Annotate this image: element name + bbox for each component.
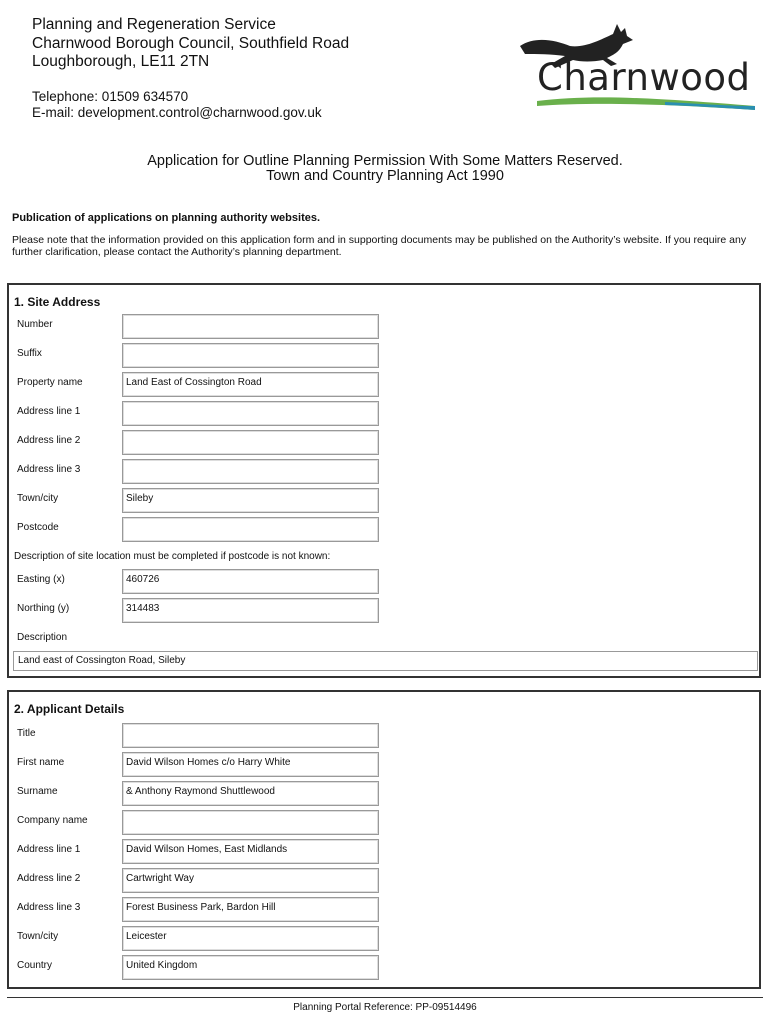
field-label: Suffix [17,348,42,359]
field-row [9,955,759,980]
field-row [9,430,759,455]
publication-text: Please note that the information provided on this application form and in supporting documents may be published on the Authority’s website. If you require any further clarification, please contact the Authority’s planning department. [12,234,747,258]
portal-reference: Planning Portal Reference: PP-09514496 [293,1002,477,1013]
telephone: Telephone: 01509 634570 [32,89,189,104]
northing-input[interactable]: 314483 [122,598,379,623]
field-label: Company name [17,815,88,826]
field-row [9,459,759,484]
field-input[interactable] [122,343,379,368]
field-label: Address line 3 [17,464,81,475]
site-address-section [7,283,761,678]
field-label: Title [17,728,36,739]
field-row [9,314,759,339]
title-line: Town and Country Planning Act 1990 [266,168,504,184]
address-line: Planning and Regeneration Service [32,16,276,33]
field-row [9,343,759,368]
field-row [9,723,759,748]
field-input[interactable] [122,810,379,835]
footer-divider [7,997,763,998]
field-input[interactable]: Forest Business Park, Bardon Hill [122,897,379,922]
field-label: Country [17,960,53,971]
field-row [9,517,759,542]
field-row [9,810,759,835]
field-label: Town/city [17,931,59,942]
field-input[interactable]: David Wilson Homes c/o Harry White [122,752,379,777]
field-label: Address line 1 [17,844,81,855]
field-input[interactable] [122,459,379,484]
field-label: Northing (y) [17,603,70,614]
field-row [9,488,759,513]
address-line: Loughborough, LE11 2TN [32,53,210,70]
field-label: Address line 2 [17,435,81,446]
field-label: Address line 1 [17,406,81,417]
address-line: Charnwood Borough Council, Southfield Road [32,34,350,52]
field-input[interactable]: & Anthony Raymond Shuttlewood [122,781,379,806]
field-input[interactable] [122,517,379,542]
description-label: Description [17,632,68,643]
easting-input[interactable]: 460726 [122,569,379,594]
field-input[interactable]: United Kingdom [122,955,379,980]
field-label: Address line 3 [17,902,81,913]
field-input[interactable] [122,430,379,455]
charnwood-logo [515,18,760,110]
field-row [9,372,759,397]
field-row [9,897,759,922]
description-input[interactable]: Land east of Cossington Road, Sileby [13,651,758,671]
field-row [9,401,759,426]
field-row [9,839,759,864]
section-title: 2. Applicant Details [14,702,125,716]
field-input[interactable]: Leicester [122,926,379,951]
field-label: Surname [17,786,58,797]
field-label: Town/city [17,493,59,504]
field-input[interactable]: Sileby [122,488,379,513]
field-label: Address line 2 [17,873,81,884]
field-label: Property name [17,377,83,388]
applicant-section [7,690,761,989]
field-row [9,752,759,777]
title-line: Application for Outline Planning Permission With Some Matters Reserved. [147,153,623,169]
field-row [9,781,759,806]
field-row [9,868,759,893]
field-input[interactable] [122,401,379,426]
field-label: First name [17,757,65,768]
publication-heading: Publication of applications on planning authority websites. [12,212,321,224]
form-title [0,154,770,184]
field-label: Easting (x) [17,574,65,585]
field-input[interactable] [122,723,379,748]
postcode-note: Description of site location must be completed if postcode is not known: [14,551,331,562]
field-input[interactable]: Land East of Cossington Road [122,372,379,397]
field-label: Postcode [17,522,59,533]
easting-row [9,569,759,594]
section-title: 1. Site Address [14,295,101,309]
field-input[interactable]: David Wilson Homes, East Midlands [122,839,379,864]
northing-row [9,598,759,623]
contact-info [32,89,322,121]
field-label: Number [17,319,53,330]
field-input[interactable] [122,314,379,339]
council-address [32,16,349,72]
email: E-mail: development.control@charnwood.gov.uk [32,105,322,120]
field-row [9,926,759,951]
field-input[interactable]: Cartwright Way [122,868,379,893]
logo-text: Charnwood [537,56,751,99]
